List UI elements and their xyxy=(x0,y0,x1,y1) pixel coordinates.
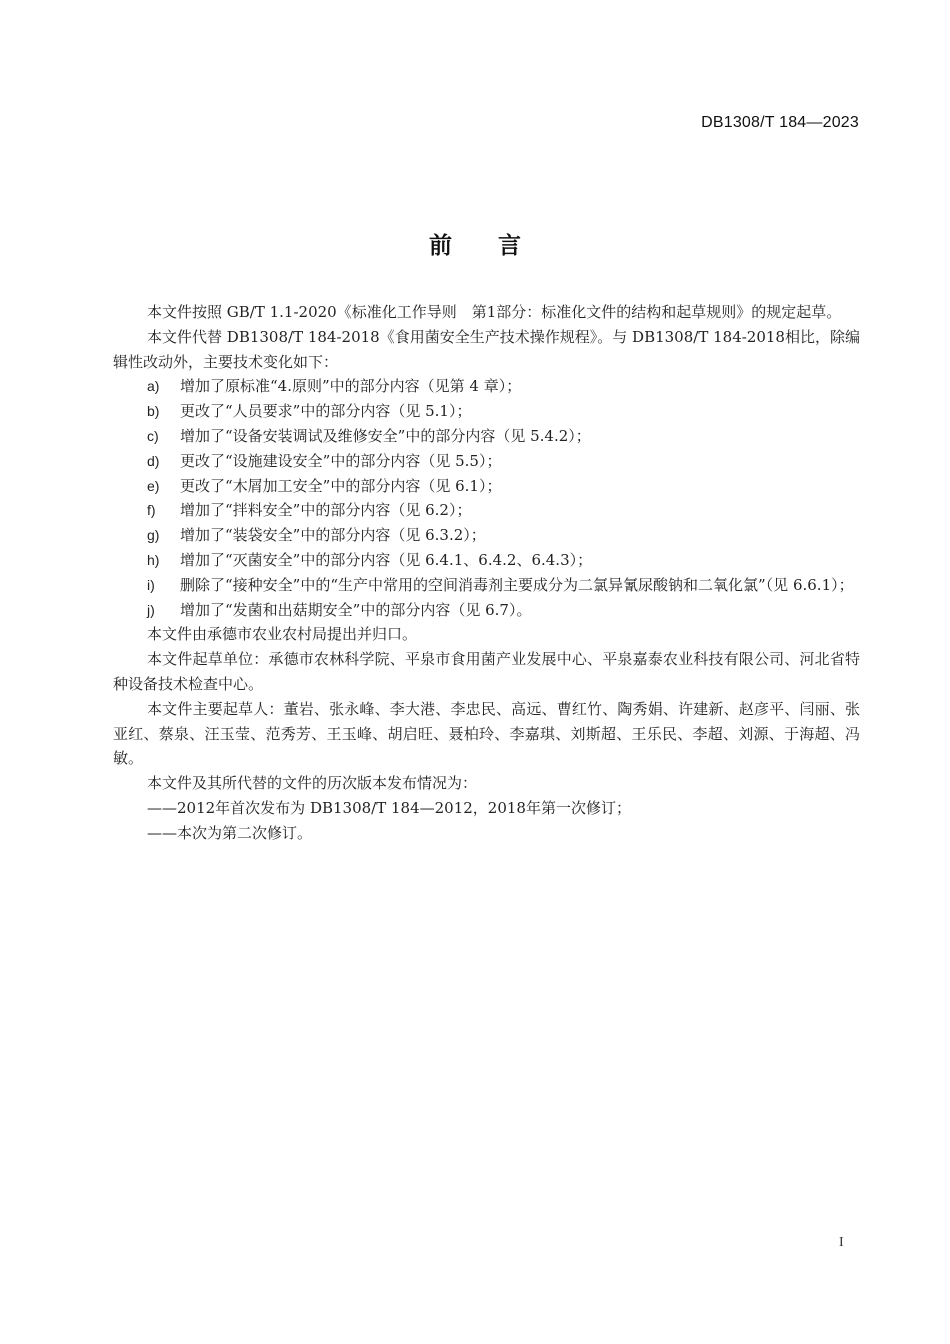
list-item-text: 增加了“发菌和出菇期安全”中的部分内容（见 6.7）。 xyxy=(180,600,532,619)
list-item-text: 增加了“拌料安全”中的部分内容（见 6.2）； xyxy=(180,501,472,520)
foreword-body xyxy=(113,300,860,846)
list-item xyxy=(113,498,860,523)
list-marker: c) xyxy=(147,427,159,444)
list-item xyxy=(113,374,860,399)
list-item xyxy=(113,474,860,499)
page-number: I xyxy=(839,1235,844,1250)
list-marker: h) xyxy=(147,551,160,568)
list-marker: e) xyxy=(147,477,160,494)
paragraph-drafters: 本文件主要起草人：董岩、张永峰、李大港、李忠民、高远、曹红竹、陶秀娟、许建新、赵彦平、闫丽、张亚红、蔡泉、汪玉莹、范秀芳、王玉峰、胡启旺、聂柏玲、李嘉琪、刘斯超、王乐民、李超、刘源、于海超、冯敏。 xyxy=(113,699,860,768)
list-item xyxy=(113,523,860,548)
list-item-text: 增加了“灭菌安全”中的部分内容（见 6.4.1、6.4.2、6.4.3）； xyxy=(180,550,593,569)
list-item xyxy=(113,573,860,598)
list-item xyxy=(113,548,860,573)
list-item-text: 删除了“接种安全”中的“生产中常用的空间消毒剂主要成分为二氯异氰尿酸钠和二氧化氯”（见 6.6.1）； xyxy=(180,575,854,594)
list-marker: i) xyxy=(147,576,155,593)
paragraph-drafting-units: 本文件起草单位：承德市农林科学院、平泉市食用菌产业发展中心、平泉嘉泰农业科技有限公司、河北省特种设备技术检查中心。 xyxy=(113,650,860,693)
paragraph-proposer: 本文件由承德市农业农村局提出并归口。 xyxy=(147,625,418,644)
list-marker: b) xyxy=(147,403,160,420)
list-item-text: 增加了“设备安装调试及维修安全”中的部分内容（见 5.4.2）； xyxy=(180,426,591,445)
list-marker: d) xyxy=(147,452,160,469)
list-item-text: 更改了“木屑加工安全”中的部分内容（见 6.1）； xyxy=(180,476,502,495)
history-line: ——2012年首次发布为 DB1308/T 184—2012，2018年第一次修订； xyxy=(147,798,631,817)
list-item xyxy=(113,399,860,424)
list-item xyxy=(113,449,860,474)
technical-changes-list xyxy=(113,374,860,622)
paragraph-replacement: 本文件代替 DB1308/T 184-2018《食用菌安全生产技术操作规程》。与 DB1308/T 184-2018相比，除编辑性改动外，主要技术变化如下： xyxy=(113,327,860,371)
history-line: ——本次为第二次修订。 xyxy=(147,823,313,842)
page-title: 前言 xyxy=(429,233,567,260)
list-marker: g) xyxy=(147,527,160,544)
paragraph-history-intro: 本文件及其所代替的文件的历次版本发布情况为： xyxy=(147,774,478,793)
list-item xyxy=(113,424,860,449)
paragraph-drafting-basis: 本文件按照 GB/T 1.1-2020《标准化工作导则 第1部分：标准化文件的结构和起草规则》的规定起草。 xyxy=(147,303,842,321)
list-item-text: 增加了原标准“4.原则”中的部分内容（见第 4 章）； xyxy=(180,377,522,396)
list-marker: a) xyxy=(147,378,160,395)
list-item-text: 增加了“装袋安全”中的部分内容（见 6.3.2）； xyxy=(180,526,486,545)
list-item-text: 更改了“设施建设安全”中的部分内容（见 5.5）； xyxy=(180,451,502,470)
list-marker: f) xyxy=(147,502,156,519)
list-marker: j) xyxy=(147,601,155,618)
list-item-text: 更改了“人员要求”中的部分内容（见 5.1）； xyxy=(180,402,472,421)
list-item xyxy=(113,598,860,623)
document-code: DB1308/T 184—2023 xyxy=(701,114,859,131)
